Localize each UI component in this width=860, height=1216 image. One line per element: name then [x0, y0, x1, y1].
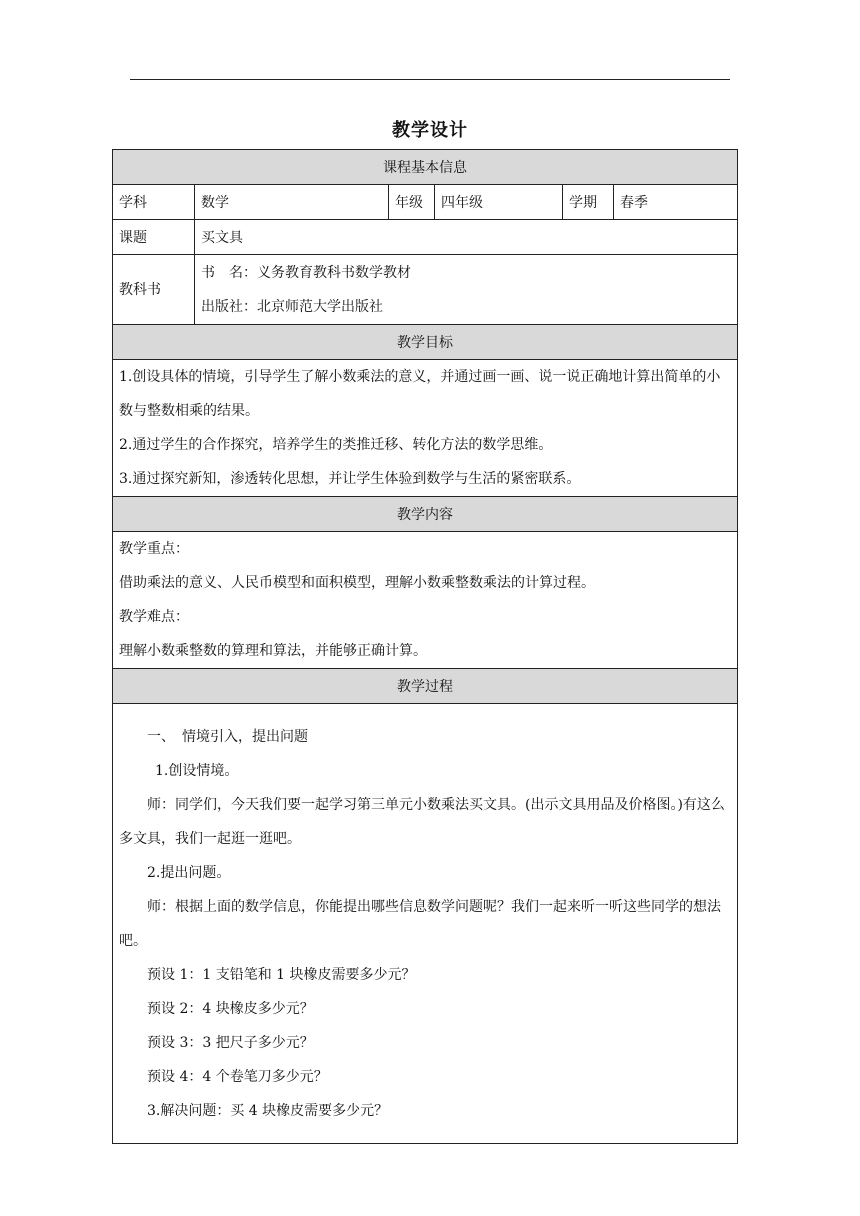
- preset-1: 预设 1：1 支铅笔和 1 块橡皮需要多少元？: [147, 966, 416, 983]
- subject-label: 学科: [113, 185, 195, 220]
- topic-value: 买文具: [195, 220, 738, 255]
- key-point-label: 教学重点：: [119, 541, 189, 557]
- content-cell: [113, 532, 738, 669]
- subject-value: 数学: [195, 185, 389, 220]
- textbook-label: 教科书: [119, 281, 161, 298]
- difficulty-text: 理解小数乘整数的算理和算法，并能够正确计算。: [119, 643, 427, 659]
- topic-label: 课题: [113, 220, 195, 255]
- process-step-2: 2.提出问题。: [147, 864, 231, 881]
- process-step-1: 1.创设情境。: [155, 762, 239, 779]
- grade-label: 年级: [389, 185, 435, 220]
- textbook-value-cell: [195, 255, 738, 325]
- process-cell: [113, 704, 738, 1144]
- objective-item-2: 2.通过学生的合作探究，培养学生的类推迁移、转化方法的数学思维。: [119, 437, 553, 453]
- document-title: 教学设计: [392, 120, 468, 141]
- grade-value: 四年级: [435, 185, 563, 220]
- lesson-plan-table: [112, 149, 738, 1144]
- objective-item-3: 3.通过探究新知，渗透转化思想，并让学生体验到数学与生活的紧密联系。: [119, 471, 581, 487]
- content-header: 教学内容: [113, 497, 738, 532]
- textbook-publisher: 出版社：北京师范大学出版社: [201, 298, 383, 315]
- process-section-1: 一、 情境引入，提出问题: [147, 728, 308, 745]
- objective-item-1: 1.创设具体的情境，引导学生了解小数乘法的意义，并通过画一画、说一说正确地计算出简单的小数与整数相乘的结果。: [119, 369, 721, 419]
- process-paragraph-1: 师：同学们，今天我们要一起学习第三单元小数乘法买文具。(出示文具用品及价格图。)有这么多文具，我们一起逛一逛吧。: [119, 796, 725, 847]
- term-value: 春季: [614, 185, 738, 220]
- process-step-3: 3.解决问题：买 4 块橡皮需要多少元？: [147, 1102, 389, 1119]
- objectives-header: 教学目标: [113, 325, 738, 360]
- textbook-name: 书 名：义务教育教科书数学教材: [201, 264, 411, 281]
- difficulty-label: 教学难点：: [119, 609, 189, 625]
- basic-info-header: 课程基本信息: [113, 150, 738, 185]
- preset-2: 预设 2：4 块橡皮多少元？: [147, 1000, 314, 1017]
- objectives-cell: [113, 360, 738, 497]
- process-paragraph-2: 师：根据上面的数学信息，你能提出哪些信息数学问题呢？我们一起来听一听这些同学的想法吧。: [119, 898, 721, 949]
- process-header: 教学过程: [113, 669, 738, 704]
- preset-3: 预设 3：3 把尺子多少元？: [147, 1034, 314, 1051]
- header-rule: [130, 79, 730, 80]
- term-label: 学期: [563, 185, 614, 220]
- textbook-label-cell: [113, 255, 195, 325]
- preset-4: 预设 4：4 个卷笔刀多少元？: [147, 1068, 328, 1085]
- key-point-text: 借助乘法的意义、人民币模型和面积模型，理解小数乘整数乘法的计算过程。: [119, 575, 595, 591]
